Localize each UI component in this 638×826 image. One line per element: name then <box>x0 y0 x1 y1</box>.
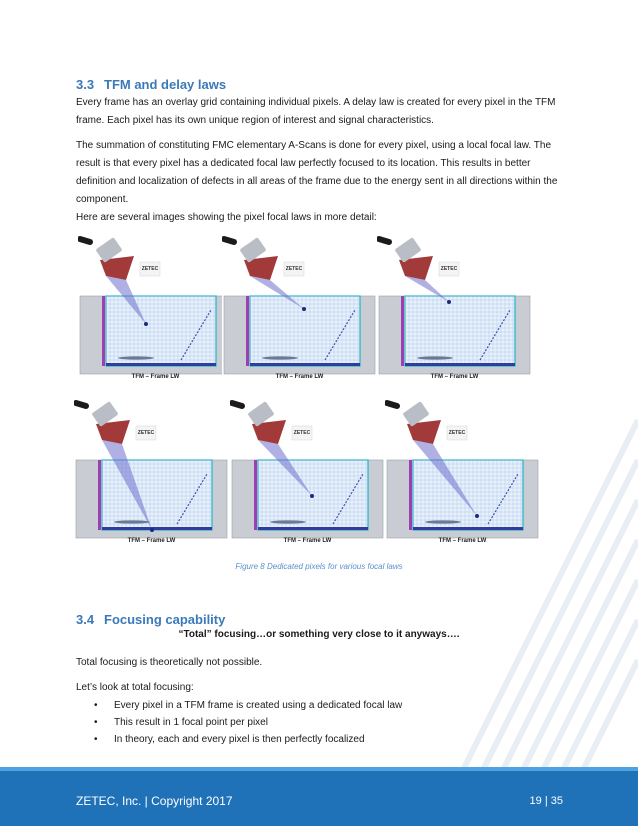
focal-point <box>150 528 154 532</box>
zetec-logo-text: ZETEC <box>285 266 303 272</box>
backwall-echo <box>425 520 461 523</box>
figure-caption: Figure 8 Dedicated pixels for various focal laws <box>235 562 403 571</box>
paragraph: Let’s look at total focusing: <box>76 682 194 693</box>
color-scale <box>409 460 412 530</box>
backwall-echo <box>270 520 306 523</box>
quote-line: “Total” focusing…or something very close to it anyways…. <box>178 629 460 640</box>
paragraph: Every frame has an overlay grid containing individual pixels. A delay law is created for every pixel in the TFM frame. Each pixel has its own unique region of interest and signal characteristics. <box>76 97 556 126</box>
bottom-axis <box>258 527 368 530</box>
bottom-axis <box>405 363 515 366</box>
backwall-echo <box>262 356 298 359</box>
panel-label: TFM – Frame LW <box>283 538 332 544</box>
tfm-frame <box>106 296 216 366</box>
section-number: 3.4 <box>76 612 95 627</box>
tfm-frame <box>102 460 212 530</box>
tfm-frame <box>250 296 360 366</box>
panel-label: TFM – Frame LW <box>127 538 176 544</box>
focal-point <box>447 300 451 304</box>
bottom-axis <box>250 363 360 366</box>
panel-label: TFM – Frame LW <box>430 374 479 380</box>
figure-panel <box>222 234 377 384</box>
tfm-frame-illustration <box>377 234 532 384</box>
color-scale <box>102 296 105 366</box>
zetec-logo-text: ZETEC <box>448 430 466 436</box>
tfm-frame <box>413 460 523 530</box>
bottom-axis <box>413 527 523 530</box>
list-item: • Every pixel in a TFM frame is created using a dedicated focal law <box>94 697 402 714</box>
probe-cable <box>224 239 234 242</box>
color-scale <box>254 460 257 530</box>
figure-panel <box>78 234 233 384</box>
probe-cable <box>80 239 90 242</box>
focal-point <box>302 307 306 311</box>
section-heading-3-4 <box>76 612 225 627</box>
section-number: 3.3 <box>76 77 95 92</box>
paragraph: Total focusing is theoretically not possible. <box>76 657 263 668</box>
probe-cable <box>76 403 86 406</box>
figure-panel <box>74 398 229 548</box>
page-number: 19 | 35 <box>529 795 563 807</box>
tfm-frame-illustration <box>222 234 377 384</box>
tfm-frame-illustration <box>74 398 229 548</box>
tfm-frame-illustration <box>78 234 233 384</box>
footer-stripe <box>0 767 638 771</box>
zetec-logo-text: ZETEC <box>293 430 311 436</box>
section-title: Focusing capability <box>104 612 226 627</box>
list-item: • This result in 1 focal point per pixel <box>94 714 402 731</box>
zetec-logo-text: ZETEC <box>440 266 458 272</box>
panel-label: TFM – Frame LW <box>438 538 487 544</box>
footer-copyright: ZETEC, Inc. | Copyright 2017 <box>76 794 233 808</box>
paragraph: Here are several images showing the pixel focal laws in more detail: <box>76 212 377 223</box>
focal-point <box>475 514 479 518</box>
backwall-echo <box>114 520 150 523</box>
bottom-axis <box>102 527 212 530</box>
backwall-echo <box>417 356 453 359</box>
figure-panel <box>385 398 540 548</box>
figure-panel <box>377 234 532 384</box>
color-scale <box>246 296 249 366</box>
probe-cable <box>232 403 242 406</box>
zetec-logo-text: ZETEC <box>141 266 159 272</box>
tfm-frame <box>405 296 515 366</box>
section-title: TFM and delay laws <box>104 77 227 92</box>
probe-cable <box>379 239 389 242</box>
color-scale <box>98 460 101 530</box>
probe-cable <box>387 403 397 406</box>
list-item: • In theory, each and every pixel is then perfectly focalized <box>94 731 402 748</box>
paragraph: The summation of constituting FMC elementary A-Scans is done for every pixel, using a local focal law. The result is that every pixel has a dedicated focal law perfectly focused to its location. This results in better definition and localization of defects in all areas of the frame due to the energy sent in all directions within the component. <box>76 140 558 205</box>
focal-point <box>310 494 314 498</box>
panel-label: TFM – Frame LW <box>275 374 324 380</box>
focal-point <box>144 322 148 326</box>
zetec-logo-text: ZETEC <box>137 430 155 436</box>
section-heading-3-3 <box>76 77 226 92</box>
tfm-frame-illustration <box>230 398 385 548</box>
bullet-list <box>94 697 402 748</box>
color-scale <box>401 296 404 366</box>
panel-label: TFM – Frame LW <box>131 374 180 380</box>
figure-panel <box>230 398 385 548</box>
bottom-axis <box>106 363 216 366</box>
backwall-echo <box>118 356 154 359</box>
tfm-frame-illustration <box>385 398 540 548</box>
